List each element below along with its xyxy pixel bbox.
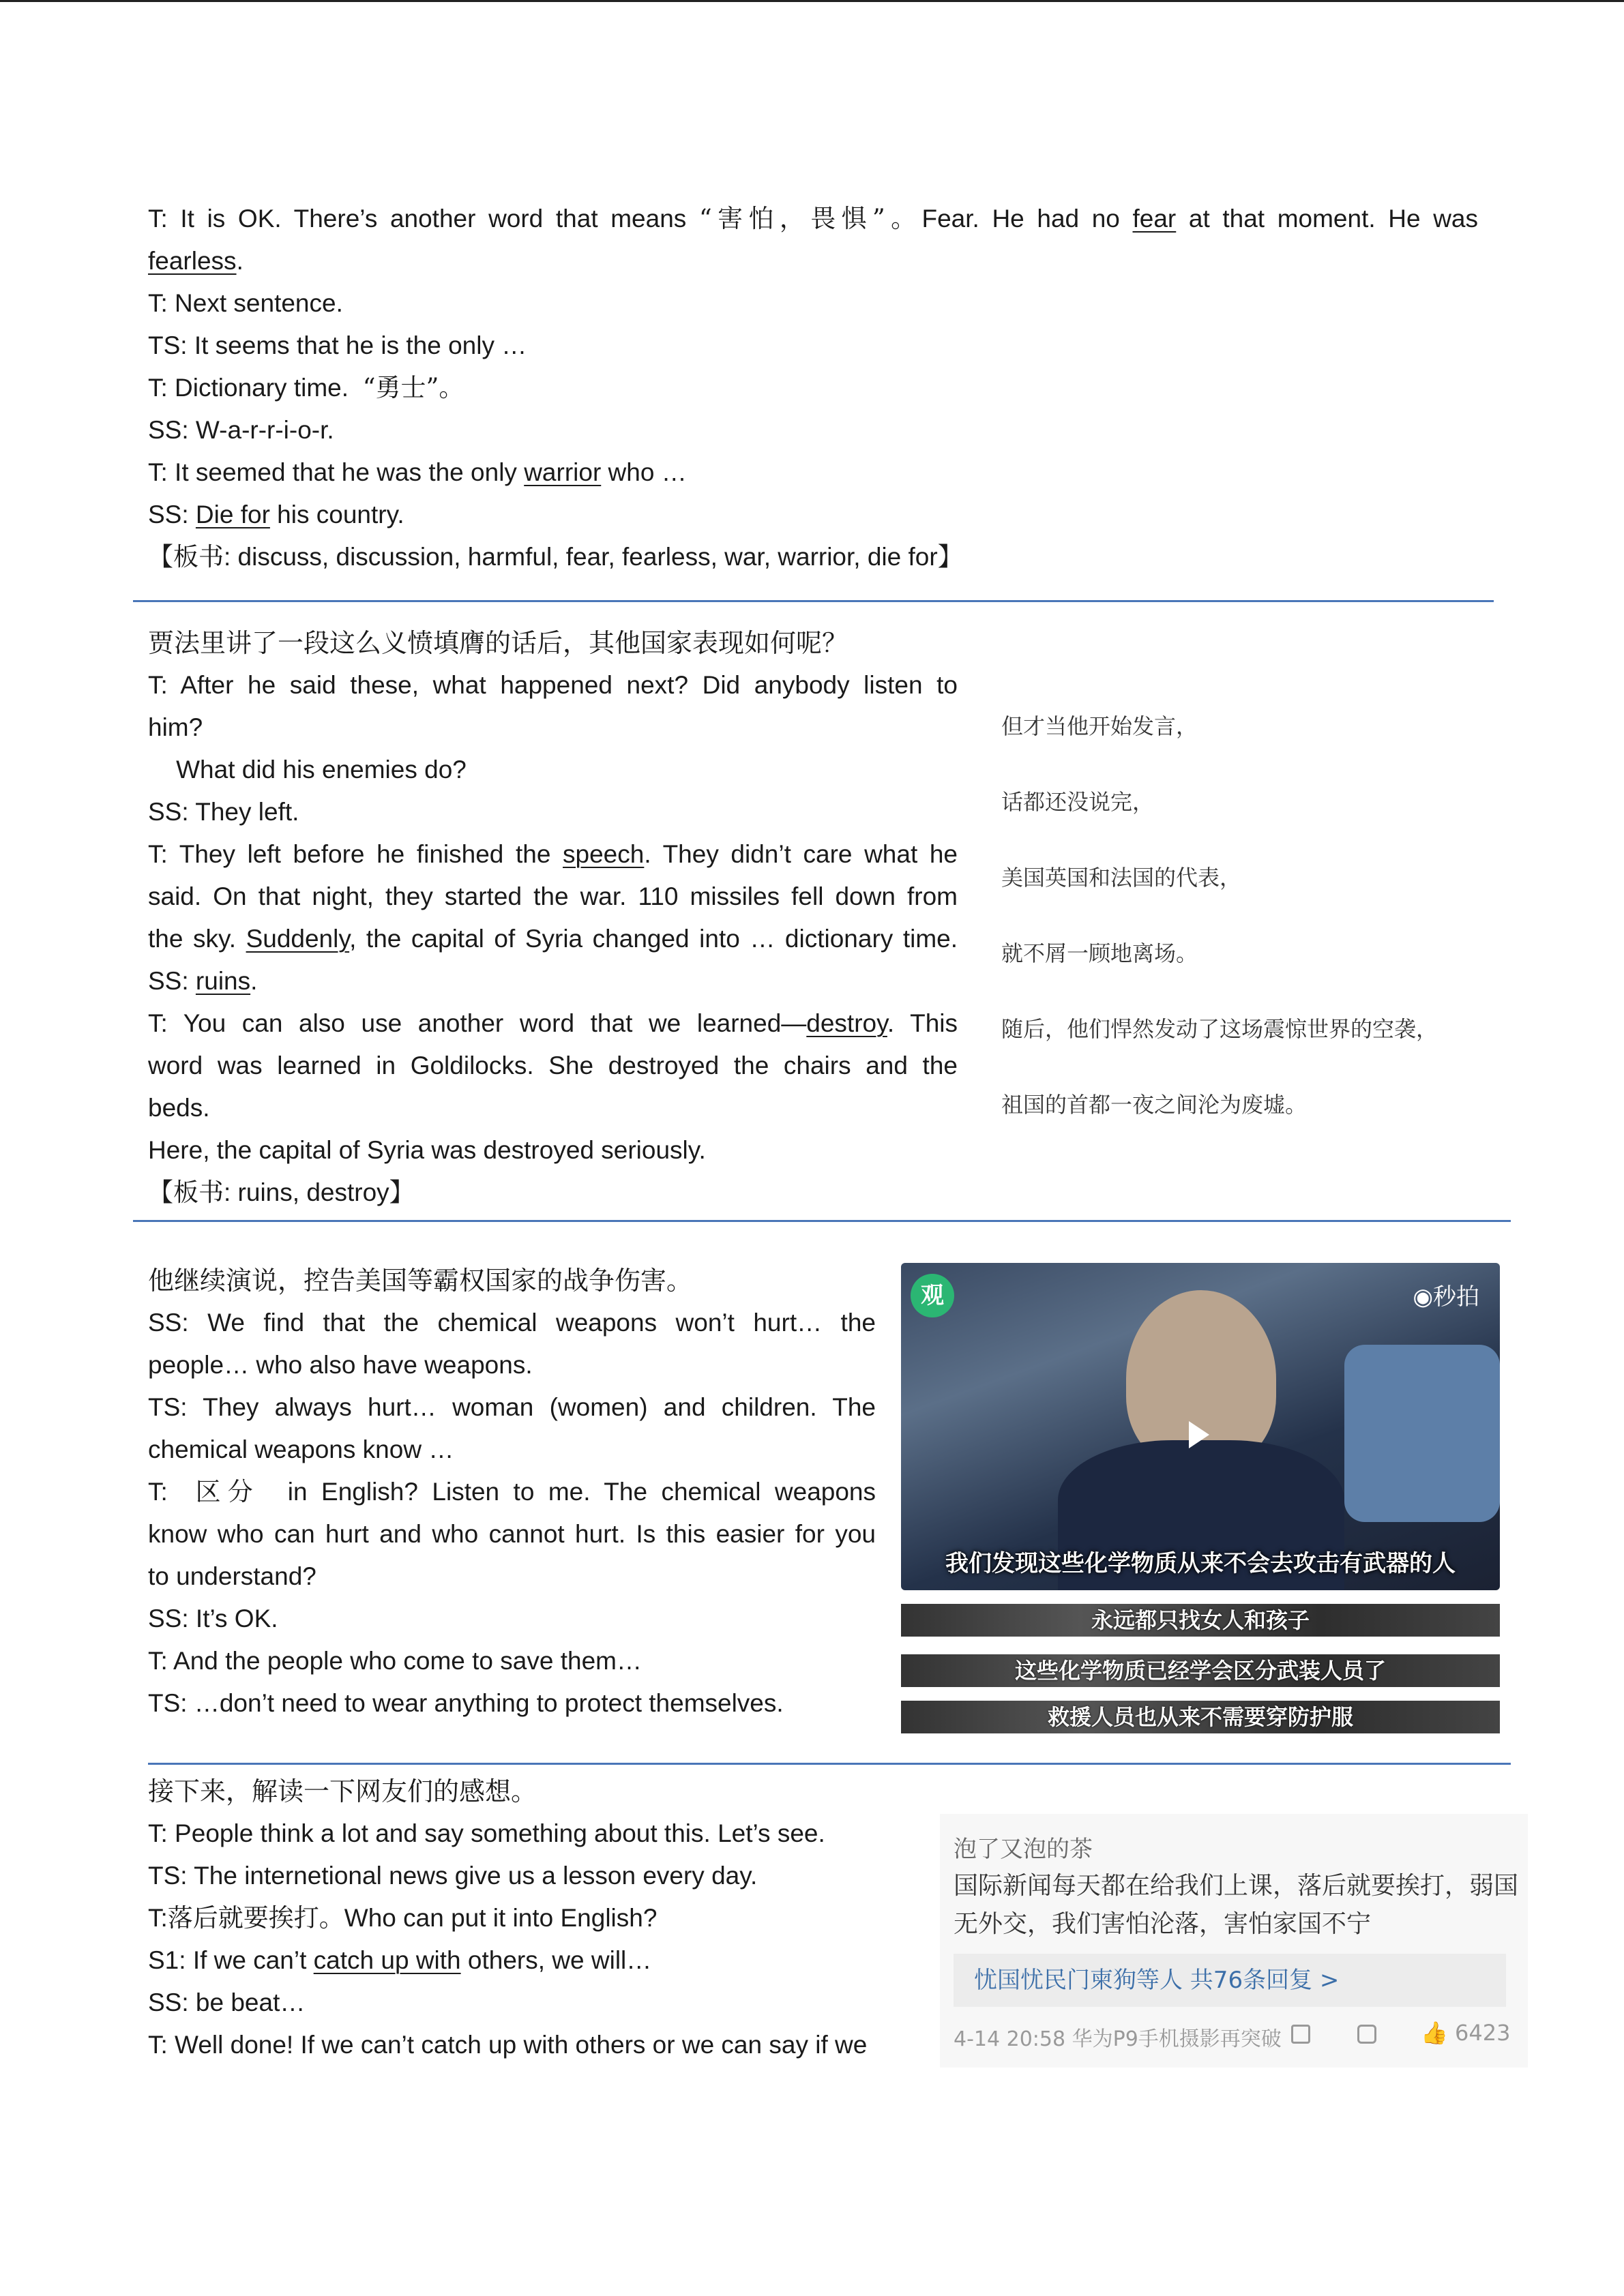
like-count: 6423 — [1455, 2020, 1511, 2046]
text-run: TS: They always hurt… woman (women) and children. The — [148, 1393, 876, 1421]
text-line — [148, 1682, 876, 1725]
text-run: Who can put it into English? — [344, 1904, 658, 1932]
text-run: . — [236, 247, 243, 275]
text-run: 【板书 — [148, 542, 224, 571]
video-brand: ◉秒拍 — [1413, 1283, 1479, 1311]
text-run: T: After he said these, what happened next? Did anybody listen to — [148, 671, 958, 699]
channel-logo-icon: 观 — [911, 1274, 954, 1317]
text-run: . This — [887, 1009, 958, 1037]
text-line — [148, 622, 958, 664]
text-line — [148, 1813, 912, 1855]
text-run: : discuss, discussion, harmful, fear, fearless, war, warrior, die for — [224, 543, 938, 571]
text-run: the sky. — [148, 925, 246, 953]
text-run: SS: — [148, 967, 196, 995]
text-line — [148, 367, 1478, 409]
text-line — [148, 1513, 876, 1555]
text-run: 贾法里讲了一段这么义愤填膺的话后，其他国家表现如何呢？ — [148, 628, 848, 658]
subtitle-line: 就不屑一顾地离场。 — [1001, 940, 1198, 966]
text-line — [148, 960, 958, 1002]
text-run: , the capital of Syria changed into … dictionary time. — [349, 925, 958, 953]
text-run: 落后就要挨打。 — [167, 1903, 344, 1933]
text-run: 他继续演说，控告美国等霸权国家的战争伤害。 — [148, 1266, 693, 1296]
text-line — [148, 876, 958, 918]
subtitle-list — [1001, 702, 1479, 1157]
text-run: who … — [601, 458, 687, 486]
subtitle-line: 但才当他开始发言， — [1001, 713, 1198, 739]
text-run: . They didn’t care what he — [644, 840, 958, 868]
text-line — [148, 918, 958, 960]
text-line — [148, 1555, 876, 1598]
text-run: SS: be beat… — [148, 1988, 306, 2016]
text-run: at that moment. He was — [1176, 205, 1478, 233]
text-line — [148, 1855, 912, 1897]
text-line — [148, 1939, 912, 1982]
text-run: know who can hurt and who cannot hurt. Is this easier for you — [148, 1520, 876, 1548]
text-line — [148, 1302, 876, 1344]
text-run: “勇士”。 — [362, 373, 464, 402]
text-line — [148, 706, 958, 749]
text-line — [148, 409, 1478, 451]
text-run: SS: — [148, 501, 196, 528]
vocab-word: warrior — [524, 458, 602, 486]
text-line — [148, 282, 1478, 325]
text-line — [148, 1259, 876, 1302]
text-line — [148, 1429, 876, 1471]
section-divider — [148, 1763, 1511, 1765]
vocab-word: Die for — [195, 501, 270, 528]
text-line — [148, 1897, 912, 1939]
comment-meta: 4-14 20:58 华为P9手机摄影再突破 — [954, 2027, 1282, 2051]
text-line — [148, 1002, 958, 1045]
text-run: T: You can also use another word that we learned— — [148, 1009, 807, 1037]
text-line — [148, 1598, 876, 1640]
text-run: 】 — [937, 542, 963, 571]
vocab-word: catch up with — [313, 1946, 461, 1974]
text-run: T: Dictionary time. — [148, 374, 363, 402]
text-run: TS: It seems that he is the only … — [148, 331, 527, 359]
text-run: T: — [148, 1904, 168, 1932]
subtitle-strip: 救援人员也从来不需要穿防护服 — [901, 1701, 1500, 1733]
thumbs-up-icon: 👍 — [1421, 2020, 1448, 2046]
text-line — [148, 664, 958, 706]
text-run: What did his enemies do? — [148, 756, 467, 784]
comment-username[interactable]: 泡了又泡的茶 — [954, 1836, 1093, 1863]
text-line — [148, 1172, 958, 1214]
section-divider — [133, 1220, 1511, 1222]
text-line — [148, 1640, 876, 1682]
text-run: 接下来，解读一下网友们的感想。 — [148, 1776, 537, 1806]
subtitle-strip: 永远都只找女人和孩子 — [901, 1604, 1500, 1637]
text-run: TS: …don’t need to wear anything to protect themselves. — [148, 1689, 784, 1717]
like-button[interactable] — [1421, 2020, 1510, 2046]
vocab-word: Suddenly — [246, 925, 350, 953]
text-run: T: Next sentence. — [148, 289, 343, 317]
text-run: his country. — [269, 501, 404, 528]
comment-icon[interactable] — [1357, 2020, 1376, 2046]
text-run: 【板书 — [148, 1178, 224, 1207]
page-top-border — [0, 0, 1624, 2]
text-run: in English? Listen to me. The chemical weapons — [259, 1478, 876, 1506]
text-run: TS: The internetional news give us a lesson every day. — [148, 1862, 758, 1890]
text-line — [148, 536, 1478, 578]
chair-shape — [1344, 1345, 1500, 1522]
text-run: T: Well done! If we can’t catch up with others or we can say if we — [148, 2031, 868, 2059]
section-chemical-weapons — [148, 1259, 876, 1725]
text-line — [148, 1344, 876, 1386]
section-fear-warrior — [148, 198, 1478, 578]
text-run: 】 — [389, 1178, 415, 1207]
text-run: chemical weapons know … — [148, 1435, 454, 1463]
text-run: T: People think a lot and say something about this. Let’s see. — [148, 1819, 825, 1847]
subtitle-line: 话都还没说完， — [1001, 789, 1155, 815]
text-run: SS: It’s OK. — [148, 1605, 278, 1632]
text-line — [148, 1087, 958, 1129]
vocab-word: fearless — [148, 247, 237, 275]
text-line — [148, 451, 1478, 494]
vocab-word: speech — [563, 840, 645, 868]
share-icon[interactable] — [1291, 2020, 1310, 2046]
text-run: 区分 — [195, 1477, 260, 1506]
text-run: T: It seemed that he was the only — [148, 458, 525, 486]
text-run: beds. — [148, 1094, 210, 1122]
section-divider — [133, 600, 1494, 602]
text-run: T: — [148, 1478, 196, 1506]
text-line — [148, 494, 1478, 536]
text-run: him? — [148, 713, 203, 741]
text-line — [148, 749, 958, 791]
text-line — [148, 325, 1478, 367]
text-run: word was learned in Goldilocks. She destroyed the chairs and the — [148, 1052, 958, 1079]
text-run: others, we will… — [460, 1946, 652, 1974]
text-line — [148, 240, 1478, 282]
replies-link[interactable]: 忧国忧民门柬狗等人 共76条回复 > — [954, 1954, 1506, 2007]
text-line — [148, 1471, 876, 1513]
video-thumbnail[interactable] — [901, 1263, 1500, 1590]
subtitle-strip: 这些化学物质已经学会区分武装人员了 — [901, 1654, 1500, 1687]
subtitle-line: 随后，他们悍然发动了这场震惊世界的空袭， — [1001, 1016, 1438, 1042]
text-run: S1: If we can’t — [148, 1946, 314, 1974]
subtitle-line: 祖国的首都一夜之间沦为废墟。 — [1001, 1092, 1308, 1118]
text-run: Here, the capital of Syria was destroyed seriously. — [148, 1136, 706, 1164]
text-line — [148, 1982, 912, 2024]
section-netizen-comments — [148, 1770, 912, 2066]
text-run: Fear. He had no — [921, 205, 1133, 233]
text-run: T: It is OK. There’s another word that means — [148, 205, 699, 233]
text-line — [148, 1770, 912, 1813]
text-line — [148, 1045, 958, 1087]
text-run: said. On that night, they started the war. 110 missiles fell down from — [148, 882, 958, 910]
subtitle-line: 美国英国和法国的代表， — [1001, 865, 1242, 891]
text-line — [148, 833, 958, 876]
text-run: . — [250, 967, 258, 995]
text-line — [148, 2024, 912, 2066]
vocab-word: destroy — [806, 1009, 887, 1037]
text-run: SS: They left. — [148, 798, 299, 826]
vocab-word: ruins — [195, 967, 251, 995]
play-icon[interactable] — [1189, 1421, 1209, 1448]
section-capital-ruins — [148, 622, 958, 1214]
text-line — [148, 198, 1478, 240]
text-run: people… who also have weapons. — [148, 1351, 533, 1379]
text-run: T: They left before he finished the — [148, 840, 563, 868]
text-run: T: And the people who come to save them… — [148, 1647, 642, 1675]
vocab-word: fear — [1132, 205, 1177, 233]
text-run: SS: We find that the chemical weapons won’t hurt… the — [148, 1309, 876, 1337]
text-run: to understand? — [148, 1562, 316, 1590]
comment-text: 国际新闻每天都在给我们上课，落后就要挨打，弱国无外交，我们害怕沦落，害怕家国不宁 — [954, 1872, 1519, 1938]
text-line — [148, 1129, 958, 1172]
text-run: SS: W-a-r-r-i-o-r. — [148, 416, 334, 444]
weibo-comment-card — [940, 1814, 1528, 2068]
text-run: “害怕，畏惧”。 — [698, 204, 922, 233]
video-caption: 我们发现这些化学物质从来不会去攻击有武器的人 — [945, 1550, 1456, 1577]
text-line — [148, 1386, 876, 1429]
text-line — [148, 791, 958, 833]
text-run: : ruins, destroy — [224, 1178, 389, 1206]
